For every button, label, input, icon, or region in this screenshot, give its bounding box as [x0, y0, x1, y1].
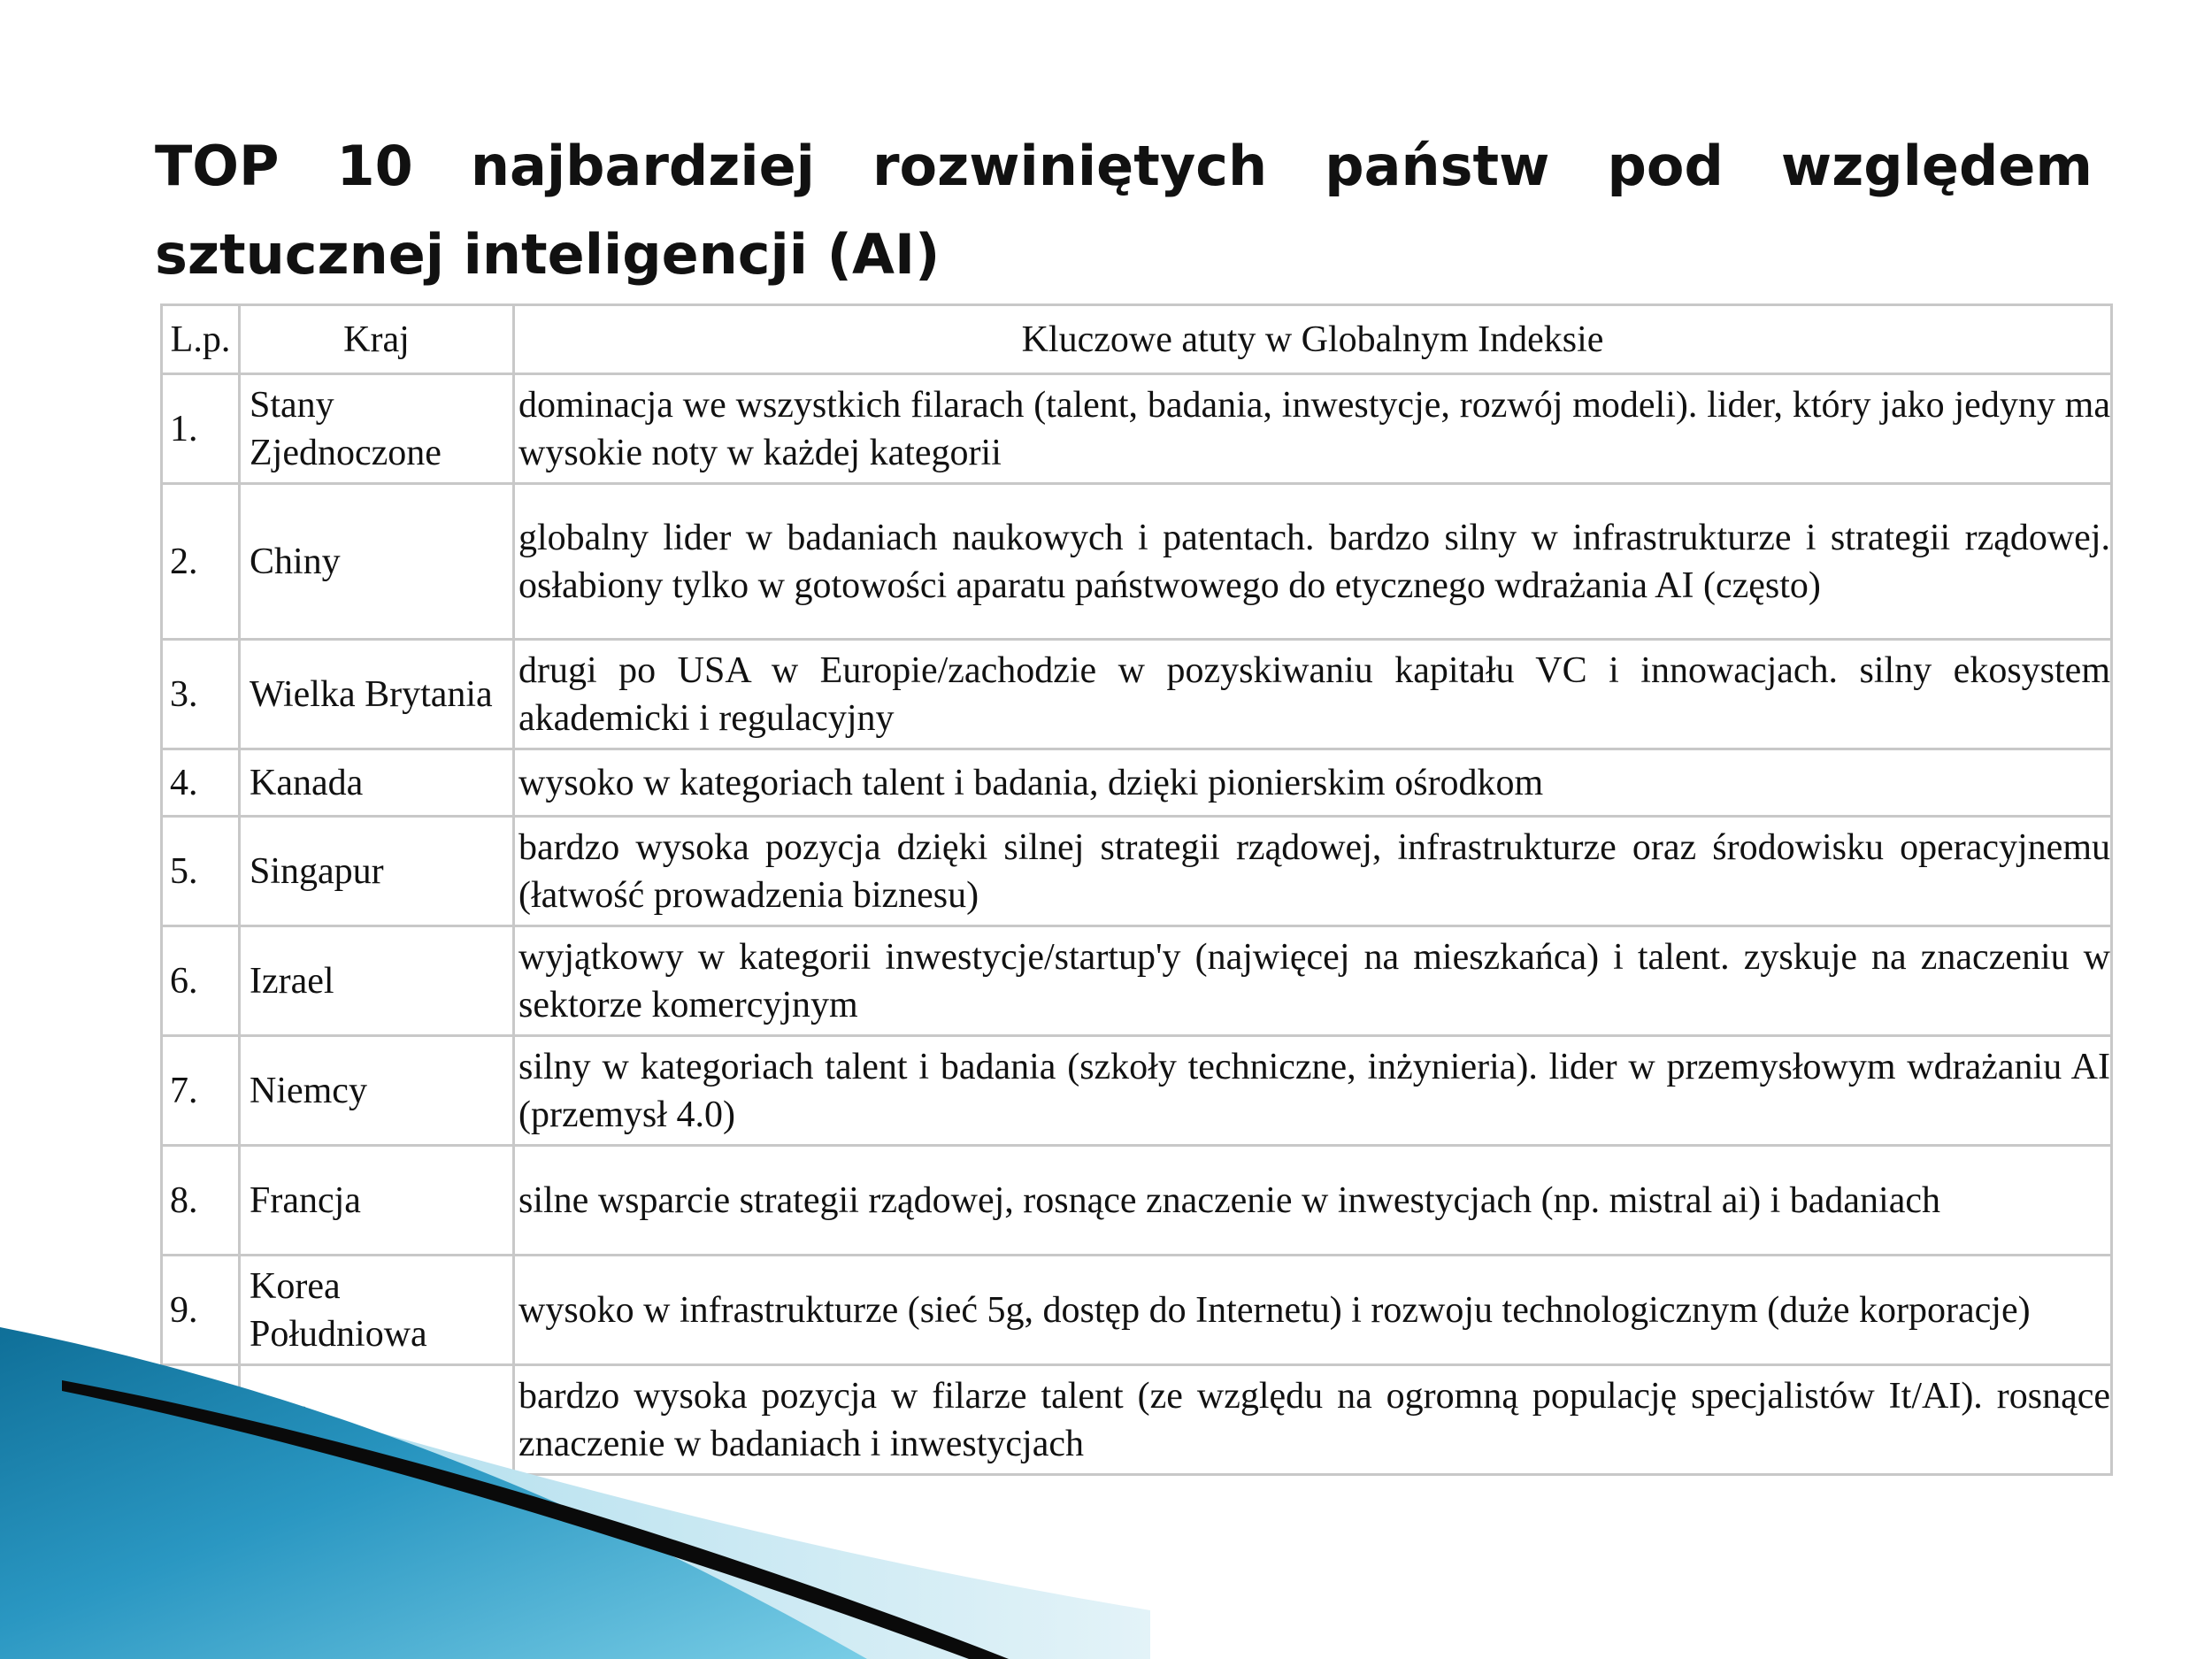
row-country: Stany Zjednoczone	[240, 374, 514, 484]
row-description: globalny lider w badaniach naukowych i patentach. bardzo silny w infrastrukturze i strategii rządowej. osłabiony tylko w gotowości aparatu państwowego do etycznego wdrażania AI (często)	[514, 484, 2112, 640]
row-description: silne wsparcie strategii rządowej, rosnące znaczenie w inwestycjach (np. mistral ai) i badaniach	[514, 1146, 2112, 1256]
row-country: Chiny	[240, 484, 514, 640]
row-number: 7.	[162, 1036, 240, 1146]
row-number: 8.	[162, 1146, 240, 1256]
row-description: wyjątkowy w kategorii inwestycje/startup'y (najwięcej na mieszkańca) i talent. zyskuje na znaczeniu w sektorze komercyjnym	[514, 926, 2112, 1036]
row-country: Wielka Brytania	[240, 640, 514, 749]
row-number: 1.	[162, 374, 240, 484]
row-description: drugi po USA w Europie/zachodzie w pozyskiwaniu kapitału VC i innowacjach. silny ekosystem akademicki i regulacyjny	[514, 640, 2112, 749]
row-description: silny w kategoriach talent i badania (szkoły techniczne, inżynieria). lider w przemysłowym wdrażaniu AI (przemysł 4.0)	[514, 1036, 2112, 1146]
row-description: bardzo wysoka pozycja dzięki silnej strategii rządowej, infrastrukturze oraz środowisku operacyjnemu (łatwość prowadzenia biznesu)	[514, 817, 2112, 926]
table-row	[162, 926, 2112, 1036]
row-number: 5.	[162, 817, 240, 926]
header-lp: L.p.	[162, 305, 240, 374]
table-row	[162, 749, 2112, 817]
table-row	[162, 1146, 2112, 1256]
table-row	[162, 1036, 2112, 1146]
row-number: 4.	[162, 749, 240, 817]
row-description: wysoko w infrastrukturze (sieć 5g, dostęp do Internetu) i rozwoju technologicznym (duże korporacje)	[514, 1256, 2112, 1365]
row-country: Francja	[240, 1146, 514, 1256]
decorative-swoosh	[0, 1327, 1150, 1659]
row-country: Korea Południowa	[240, 1256, 514, 1365]
row-description: dominacja we wszystkich filarach (talent, badania, inwestycje, rozwój modeli). lider, który jako jedyny ma wysokie noty w każdej kategorii	[514, 374, 2112, 484]
row-country: Niemcy	[240, 1036, 514, 1146]
table-row	[162, 374, 2112, 484]
row-number: 6.	[162, 926, 240, 1036]
row-number: 9.	[162, 1256, 240, 1365]
page-title: TOP 10 najbardziej rozwiniętych państw pod względem sztucznej inteligencji (AI)	[155, 134, 2093, 287]
ranking-table	[160, 303, 2113, 1476]
table-row	[162, 484, 2112, 640]
row-description: wysoko w kategoriach talent i badania, dzięki pionierskim ośrodkom	[514, 749, 2112, 817]
row-description: bardzo wysoka pozycja w filarze talent (ze względu na ogromną populację specjalistów It/AI). rosnące znaczenie w badaniach i inwestycjach	[514, 1365, 2112, 1475]
row-country: Kanada	[240, 749, 514, 817]
table-header	[162, 305, 2112, 374]
row-number: 2.	[162, 484, 240, 640]
row-country: Singapur	[240, 817, 514, 926]
header-description: Kluczowe atuty w Globalnym Indeksie	[514, 305, 2112, 374]
row-number: 3.	[162, 640, 240, 749]
table-row	[162, 817, 2112, 926]
table-body	[162, 374, 2112, 1475]
row-country: Izrael	[240, 926, 514, 1036]
table-row	[162, 640, 2112, 749]
header-country: Kraj	[240, 305, 514, 374]
table-header-row	[162, 305, 2112, 374]
swoosh-blue-band	[0, 1327, 867, 1659]
